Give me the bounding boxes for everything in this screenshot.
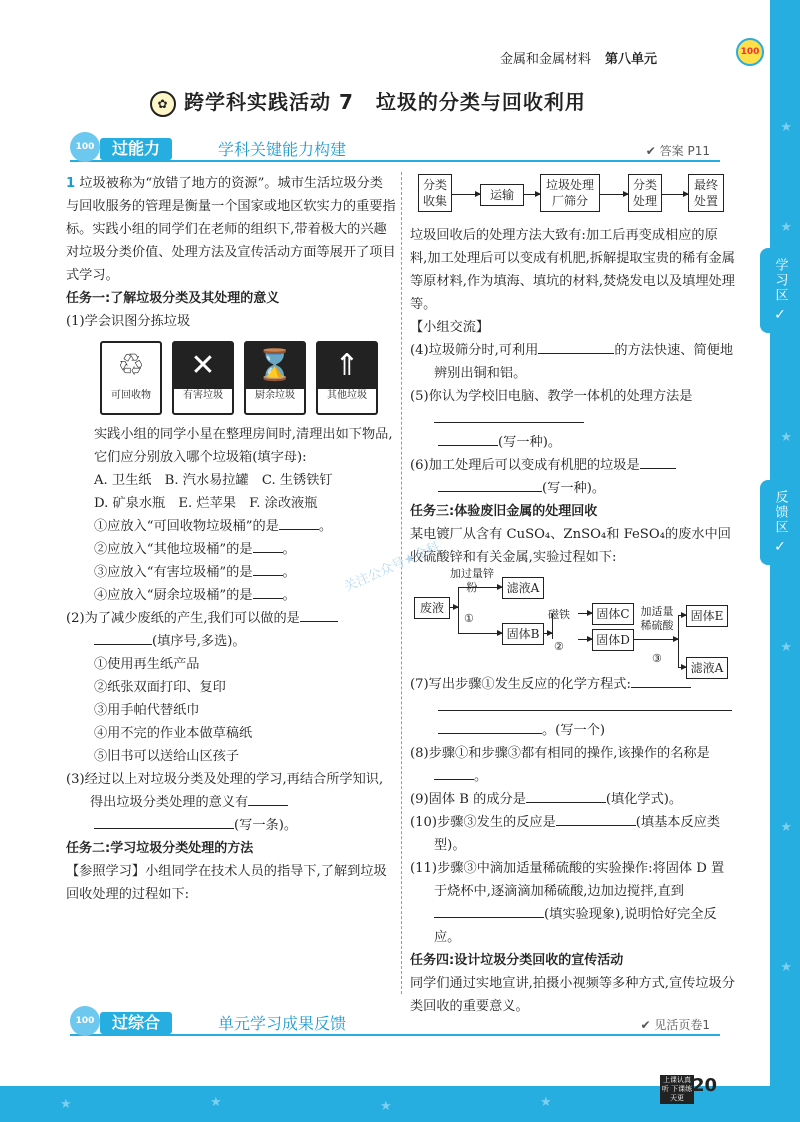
q10-suffix: (填基本反应类型)。 bbox=[434, 815, 721, 853]
answer-blank[interactable] bbox=[438, 478, 542, 492]
arrow-right-icon bbox=[678, 615, 686, 616]
answer-blank[interactable] bbox=[94, 815, 234, 829]
kitchen-bin bbox=[244, 341, 306, 415]
proc-solid-e: 固体E bbox=[686, 605, 728, 627]
q2-text: (2)为了减少废纸的产生,我们可以做的是 bbox=[66, 611, 300, 626]
q7-suffix: 。(写一个) bbox=[542, 723, 606, 738]
other-bin bbox=[316, 341, 378, 415]
left-column bbox=[66, 172, 396, 906]
column-divider bbox=[401, 172, 402, 994]
title-prefix: 跨学科实践活动 7 bbox=[184, 90, 354, 114]
section-header-ability bbox=[70, 136, 720, 162]
punct: 。 bbox=[318, 519, 333, 534]
task4-text: 同学们通过实地宣讲,拍摄小视频等多种方式,宣传垃圾分类回收的重要意义。 bbox=[410, 976, 735, 1014]
flow-step: 分类收集 bbox=[418, 174, 452, 212]
mascot-icon: 100 bbox=[70, 1006, 100, 1036]
brand-logo: 100 bbox=[736, 38, 764, 66]
q7-text: (7)写出步骤①发生反应的化学方程式: bbox=[410, 677, 631, 692]
proc-solid-b: 固体B bbox=[502, 623, 544, 645]
reagent-label: 加适量稀硫酸 bbox=[640, 605, 674, 632]
q9-suffix: (填化学式)。 bbox=[605, 792, 683, 807]
check-icon: ✔ bbox=[640, 1018, 655, 1032]
proc-waste: 废液 bbox=[414, 597, 450, 619]
title-main: 垃圾的分类与回收利用 bbox=[375, 90, 586, 114]
flow-step: 最终处置 bbox=[688, 174, 724, 212]
bin-label: 其他垃圾 bbox=[327, 390, 367, 401]
answer-blank[interactable] bbox=[556, 812, 636, 826]
arrow-right-icon bbox=[600, 194, 628, 195]
section-subtitle: 单元学习成果反馈 bbox=[218, 1014, 347, 1033]
arrow-right-icon bbox=[524, 194, 540, 195]
q8-text: (8)步骤①和步骤③都有相同的操作,该操作的名称是 bbox=[410, 746, 710, 761]
q2-suffix: (填序号,多选)。 bbox=[152, 634, 246, 649]
proc-filtrate-a2: 滤液A bbox=[686, 657, 728, 679]
line bbox=[544, 633, 552, 634]
section-pill: 过能力 bbox=[100, 138, 172, 160]
answer-blank[interactable] bbox=[438, 720, 542, 734]
arrow-right-icon bbox=[452, 194, 480, 195]
q5-suffix: (写一种)。 bbox=[498, 435, 562, 450]
answer-blank[interactable] bbox=[253, 562, 283, 576]
task2-heading: 任务二:学习垃圾分类处理的方法 bbox=[66, 841, 254, 856]
answer-blank[interactable] bbox=[434, 409, 584, 423]
answer-blank[interactable] bbox=[438, 697, 732, 711]
hourglass-icon: ⌛ bbox=[246, 343, 304, 389]
line bbox=[678, 615, 679, 667]
watermark: 关注公众号★全科 bbox=[342, 539, 443, 596]
task3-heading: 任务三:体验废旧金属的处理回收 bbox=[410, 504, 598, 519]
reagent-label: 加过量锌粉 bbox=[450, 567, 494, 594]
option-1: ①使用再生纸产品 bbox=[94, 657, 200, 672]
bin-label: 可回收物 bbox=[111, 390, 151, 401]
task3-text: 某电镀厂从含有 CuSO₄、ZnSO₄和 FeSO₄的废水中回收硫酸锌和有关金属,实验过程如下: bbox=[410, 527, 731, 565]
sub-question-3: ③应放入“有害垃圾桶”的是 bbox=[94, 565, 253, 580]
experiment-flow bbox=[410, 567, 735, 675]
q4-text: (4)垃圾筛分时,可利用 bbox=[410, 343, 539, 358]
tab-label: 反馈区 bbox=[772, 490, 788, 535]
line bbox=[458, 587, 459, 633]
punct: 。 bbox=[282, 542, 296, 557]
recyclable-bin bbox=[100, 341, 162, 415]
step-label: ③ bbox=[652, 652, 662, 665]
q1-instructions: 实践小组的同学小星在整理房间时,清理出如下物品,它们应分别放入哪个垃圾箱(填字母): bbox=[94, 427, 393, 465]
option-5: ⑤旧书可以送给山区孩子 bbox=[94, 749, 240, 764]
answer-blank[interactable] bbox=[300, 608, 338, 622]
reference-study-text: 【参照学习】小组同学在技术人员的指导下,了解到垃圾回收处理的过程如下: bbox=[66, 864, 387, 902]
flow-step: 运输 bbox=[480, 184, 524, 206]
q8-suffix: 。 bbox=[474, 769, 488, 784]
section-pill: 过综合 bbox=[100, 1012, 172, 1034]
answer-blank[interactable] bbox=[248, 792, 288, 806]
bin-label: 厨余垃圾 bbox=[255, 390, 295, 401]
star-decoration: ★ bbox=[60, 1097, 72, 1112]
page-number: 20 bbox=[692, 1075, 718, 1096]
step-label: ② bbox=[554, 640, 564, 653]
tab-study-area[interactable] bbox=[760, 248, 800, 333]
q3-suffix: (写一条)。 bbox=[234, 818, 298, 833]
intro-text: 垃圾被称为“放错了地方的资源”。城市生活垃圾分类与回收服务的管理是衡量一个国家或地区软实力的重要指标。实践小组的同学们在老师的组织下,带着极大的兴趣对垃圾分类价值、处理方法及宣传活动方面等展开了项目式学习。 bbox=[66, 176, 396, 283]
star-decoration: ★ bbox=[780, 120, 792, 135]
worksheet-ref-label: 见活页卷1 bbox=[654, 1018, 710, 1032]
flow-step: 垃圾处理厂筛分 bbox=[540, 174, 600, 212]
answer-blank[interactable] bbox=[253, 539, 283, 553]
page-title bbox=[150, 86, 586, 117]
mascot-icon: 100 bbox=[70, 132, 100, 162]
punct: 。 bbox=[282, 565, 296, 580]
right-column bbox=[410, 172, 735, 1018]
option-4: ④用不完的作业本做草稿纸 bbox=[94, 726, 253, 741]
star-decoration: ★ bbox=[780, 640, 792, 655]
sub-question-2: ②应放入“其他垃圾桶”的是 bbox=[94, 542, 253, 557]
tab-feedback-area[interactable] bbox=[760, 480, 800, 565]
q10-text: (10)步骤③发生的反应是 bbox=[410, 815, 556, 830]
star-decoration: ★ bbox=[780, 430, 792, 445]
arrow-right-icon bbox=[458, 587, 502, 588]
answer-blank[interactable] bbox=[434, 766, 474, 780]
section-header-synthesis bbox=[70, 1010, 720, 1036]
star-decoration: ★ bbox=[780, 960, 792, 975]
option-2: ②纸张双面打印、复印 bbox=[94, 680, 226, 695]
star-decoration: ★ bbox=[780, 820, 792, 835]
reagent-label: 磁铁 bbox=[548, 608, 570, 621]
items-row-2: D. 矿泉水瓶 E. 烂苹果 F. 涂改液瓶 bbox=[94, 496, 318, 511]
q1-text: (1)学会识图分拣垃圾 bbox=[66, 314, 191, 329]
q6-suffix: (写一种)。 bbox=[542, 481, 606, 496]
q5-text: (5)你认为学校旧电脑、教学一体机的处理方法是 bbox=[410, 389, 693, 404]
q11-suffix: (填实验现象),说明恰好完全反应。 bbox=[434, 907, 717, 945]
bin-label: 有害垃圾 bbox=[183, 390, 223, 401]
answer-blank[interactable] bbox=[253, 585, 283, 599]
chevron-down-icon: ✓ bbox=[774, 307, 786, 323]
tab-label: 学习区 bbox=[772, 258, 788, 303]
header-unit: 第八单元 bbox=[605, 52, 658, 67]
proc-solid-c: 固体C bbox=[592, 603, 634, 625]
q9-text: (9)固体 B 的成分是 bbox=[410, 792, 526, 807]
arrow-right-icon bbox=[578, 639, 592, 640]
answer-blank[interactable] bbox=[279, 516, 319, 530]
q4-suffix: 的方法快速、简便地辨别出铜和铝。 bbox=[434, 343, 734, 381]
proc-solid-d: 固体D bbox=[592, 629, 634, 651]
answer-blank[interactable] bbox=[631, 674, 691, 688]
line bbox=[450, 607, 458, 608]
answer-ref-label: 答案 P11 bbox=[659, 144, 710, 158]
badge-icon: ✿ bbox=[150, 91, 176, 117]
arrow-right-icon bbox=[578, 613, 592, 614]
answer-blank[interactable] bbox=[434, 904, 544, 918]
answer-blank[interactable] bbox=[526, 789, 606, 803]
items-row-1: A. 卫生纸 B. 汽水易拉罐 C. 生锈铁钉 bbox=[94, 473, 333, 488]
star-decoration: ★ bbox=[540, 1095, 552, 1110]
answer-blank[interactable] bbox=[640, 455, 676, 469]
header-subject: 金属和金属材料 bbox=[500, 52, 592, 67]
punct: 。 bbox=[282, 588, 296, 603]
q3-text: (3)经过以上对垃圾分类及处理的学习,再结合所学知识,得出垃圾分类处理的意义有 bbox=[66, 772, 384, 810]
sub-question-1: ①应放入“可回收物垃圾桶”的是 bbox=[94, 519, 279, 534]
running-header bbox=[500, 48, 657, 67]
page-slogan: 上课认真听 下课练天更 bbox=[661, 1076, 693, 1102]
process-flow bbox=[410, 172, 735, 220]
star-decoration: ★ bbox=[380, 1099, 392, 1114]
tree-icon: ⇑ bbox=[318, 343, 376, 389]
hazardous-bin bbox=[172, 341, 234, 415]
answer-ref[interactable] bbox=[646, 142, 710, 159]
arrow-right-icon bbox=[678, 667, 686, 668]
line bbox=[552, 613, 553, 639]
answer-blank[interactable] bbox=[538, 340, 614, 354]
task1-heading: 任务一:了解垃圾分类及其处理的意义 bbox=[66, 291, 280, 306]
star-decoration: ★ bbox=[210, 1095, 222, 1110]
hazard-icon: ✕ bbox=[174, 343, 232, 389]
proc-filtrate-a: 滤液A bbox=[502, 577, 544, 599]
option-3: ③用手帕代替纸巾 bbox=[94, 703, 200, 718]
answer-blank[interactable] bbox=[94, 631, 152, 645]
task4-heading: 任务四:设计垃圾分类回收的宣传活动 bbox=[410, 953, 624, 968]
q11-text: (11)步骤③中滴加适量稀硫酸的实验操作:将固体 D 置于烧杯中,逐滴滴加稀硫酸,边加边搅拌,直到 bbox=[410, 861, 725, 899]
section-subtitle: 学科关键能力构建 bbox=[218, 140, 347, 159]
step-label: ① bbox=[464, 612, 474, 625]
question-number: 1 bbox=[66, 176, 76, 191]
treatment-text: 垃圾回收后的处理方法大致有:加工后再变成相应的原料,加工处理后可以变成有机肥,拆解提取宝贵的稀有金属等原材料,作为填海、填坑的材料,焚烧发电以及填埋处理等。 bbox=[410, 228, 735, 312]
arrow-right-icon bbox=[458, 633, 502, 634]
star-decoration: ★ bbox=[780, 220, 792, 235]
worksheet-ref[interactable] bbox=[640, 1016, 710, 1033]
flow-step: 分类处理 bbox=[628, 174, 662, 212]
group-discussion: 【小组交流】 bbox=[410, 320, 490, 335]
line bbox=[634, 639, 678, 640]
chevron-down-icon: ✓ bbox=[774, 539, 786, 555]
arrow-right-icon bbox=[662, 194, 688, 195]
answer-blank[interactable] bbox=[438, 432, 498, 446]
recycle-icon: ♲ bbox=[117, 348, 145, 383]
sub-question-4: ④应放入“厨余垃圾桶”的是 bbox=[94, 588, 253, 603]
check-icon: ✔ bbox=[645, 144, 660, 158]
q6-text: (6)加工处理后可以变成有机肥的垃圾是 bbox=[410, 458, 640, 473]
bin-icons bbox=[100, 341, 396, 415]
